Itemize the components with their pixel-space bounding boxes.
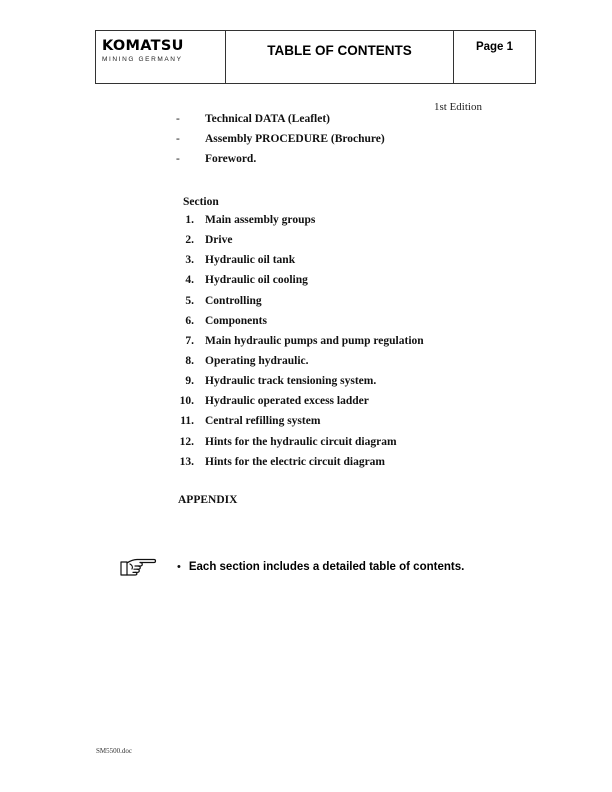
toc-entry [168, 395, 424, 415]
toc-entry [168, 274, 424, 294]
toc-entry [168, 436, 424, 456]
section-title: Main hydraulic pumps and pump regulation [205, 334, 424, 347]
section-heading: Section [183, 196, 219, 208]
page-header [95, 30, 536, 84]
note-row [118, 556, 464, 578]
logo-name: KOMATSU [102, 38, 184, 54]
section-number: 12. [179, 435, 194, 448]
section-title: Main assembly groups [205, 214, 316, 226]
section-number: 10. [179, 395, 194, 408]
section-number: 9. [185, 375, 194, 388]
toc-entry [168, 456, 424, 476]
footer-filename: SM5500.doc [96, 747, 132, 755]
intro-item-text: Assembly PROCEDURE (Brochure) [205, 133, 385, 145]
toc-entry [168, 234, 424, 254]
appendix-heading: APPENDIX [178, 494, 238, 506]
edition-label: 1st Edition [434, 101, 482, 113]
section-number: 1. [185, 214, 194, 226]
section-title: Hydraulic oil tank [205, 254, 296, 267]
section-number: 5. [185, 294, 194, 307]
section-number: 4. [185, 274, 194, 287]
section-title: Hydraulic operated excess ladder [205, 395, 369, 408]
section-title: Hints for the electric circuit diagram [205, 455, 386, 468]
section-number: 7. [185, 334, 194, 347]
note-text: Each section includes a detailed table of contents. [188, 561, 465, 573]
intro-list [176, 113, 385, 173]
dash-marker: - [176, 153, 180, 165]
list-item [176, 113, 385, 133]
bullet-marker: • [177, 561, 181, 573]
company-logo [96, 31, 226, 83]
section-title: Central refilling system [205, 415, 321, 428]
section-title: Hints for the hydraulic circuit diagram [205, 435, 397, 448]
page-number: Page 1 [475, 41, 514, 53]
section-title: Drive [205, 234, 233, 247]
document-title: TABLE OF CONTENTS [226, 31, 454, 83]
toc-entry [168, 415, 424, 435]
intro-item-text: Foreword. [205, 153, 257, 165]
toc-entry [168, 335, 424, 355]
toc-entry [168, 355, 424, 375]
toc-entry [168, 315, 424, 335]
toc-entry [168, 214, 424, 234]
list-item [176, 153, 385, 173]
section-title: Hydraulic track tensioning system. [205, 375, 377, 388]
section-number: 6. [185, 314, 194, 327]
section-number: 3. [185, 254, 194, 267]
section-title: Components [205, 314, 267, 327]
section-title: Operating hydraulic. [205, 354, 309, 367]
toc-entry [168, 254, 424, 274]
section-number: 2. [185, 234, 194, 247]
logo-subtitle: MINING GERMANY [102, 56, 183, 63]
toc-entry [168, 295, 424, 315]
section-title: Controlling [205, 294, 262, 307]
dash-marker: - [176, 113, 180, 125]
section-title: Hydraulic oil cooling [205, 274, 308, 287]
pointing-hand-icon [118, 556, 158, 578]
section-list [168, 214, 424, 476]
intro-item-text: Technical DATA (Leaflet) [205, 113, 330, 125]
dash-marker: - [176, 133, 180, 145]
section-number: 11. [180, 415, 194, 428]
list-item [176, 133, 385, 153]
toc-entry [168, 375, 424, 395]
section-number: 13. [179, 455, 194, 468]
section-number: 8. [185, 354, 194, 367]
